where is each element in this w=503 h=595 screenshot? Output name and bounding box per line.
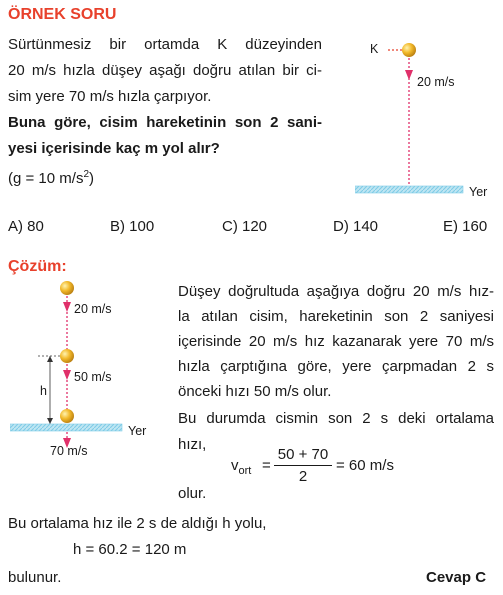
average-velocity-formula (231, 444, 431, 484)
falling-object-diagram (355, 38, 503, 200)
ground-label: Yer (469, 185, 488, 199)
fraction-bar (274, 465, 332, 466)
formula-lhs: $v_{ort}$ (231, 457, 252, 477)
k-label: K (370, 42, 379, 56)
solution-figure (10, 276, 170, 462)
solution-olur: olur. (178, 485, 207, 502)
ground-strip (355, 186, 463, 193)
question-line-3: sim yere 70 m/s hızla çarpıyor. (8, 88, 212, 105)
solution-line-5: önceki hızı 50 m/s olur. (178, 383, 332, 400)
solution-h-line: Bu ortalama hız ile 2 s de aldığı h yolu, (8, 515, 267, 532)
formula-equals: = (262, 457, 271, 474)
velocity-label-2: 50 m/s (74, 370, 112, 384)
velocity-label-3: 70 m/s (50, 444, 88, 458)
given-gravity: (g = 10 $m/s^2$) (8, 169, 95, 187)
question-bold-line-2: yesi içerisinde kaç m yol alır? (8, 140, 220, 157)
formula-denominator: 2 (298, 468, 308, 485)
option-e[interactable]: E) 160 (443, 218, 488, 235)
solution-ground-strip (10, 424, 122, 431)
solution-line-4: hızla çarptığına göre, yere çarpmadan 2 s (178, 358, 494, 375)
option-c[interactable]: C) 120 (222, 218, 268, 235)
option-b[interactable]: B) 100 (110, 218, 155, 235)
answer-label: Cevap C (426, 569, 487, 586)
page-title: ÖRNEK SORU (8, 6, 117, 23)
option-d[interactable]: D) 140 (333, 218, 379, 235)
velocity-label-1: 20 m/s (74, 302, 112, 316)
solution-line-6: Bu durumda cismin son 2 s deki ortalama (178, 410, 494, 427)
solution-line-3: içerisinde 20 m/s hız kazanarak yere 70 m/s (178, 333, 494, 350)
solution-line-7: hızı, (178, 436, 207, 453)
h-formula: h = 60.2 = 120 m (73, 541, 187, 558)
ball-middle-icon (60, 349, 74, 363)
solution-ground-label: Yer (128, 424, 147, 438)
velocity-arrow-2-icon (63, 370, 71, 380)
solution-title: Çözüm: (8, 258, 67, 275)
formula-numerator: 50 + 70 (277, 446, 329, 463)
ball-bottom-icon (60, 409, 74, 423)
question-bold-line-1: Buna göre, cisim hareketinin son 2 sani- (8, 114, 322, 131)
ball-top-icon (60, 281, 74, 295)
option-a[interactable]: A) 80 (8, 218, 44, 235)
velocity-arrow-icon (405, 70, 413, 80)
question-figure (355, 38, 503, 200)
velocity-arrow-1-icon (63, 302, 71, 312)
solution-line-1: Düşey doğrultuda aşağıya doğru 20 m/s hız- (178, 283, 494, 300)
h-label: h (40, 384, 47, 398)
ball-icon (402, 43, 416, 57)
question-line-2: 20 m/s hızla düşey aşağı doğru atılan bir ci- (8, 62, 322, 79)
solution-bulunur: bulunur. (8, 569, 62, 586)
solution-line-2: la atılan cisim, hareketinin son 2 saniyesi (178, 308, 494, 325)
formula-result: = 60 m/s (336, 457, 394, 474)
speed-label: 20 m/s (417, 75, 455, 89)
question-line-1: Sürtünmesiz bir ortamda K düzeyinden (8, 36, 322, 53)
